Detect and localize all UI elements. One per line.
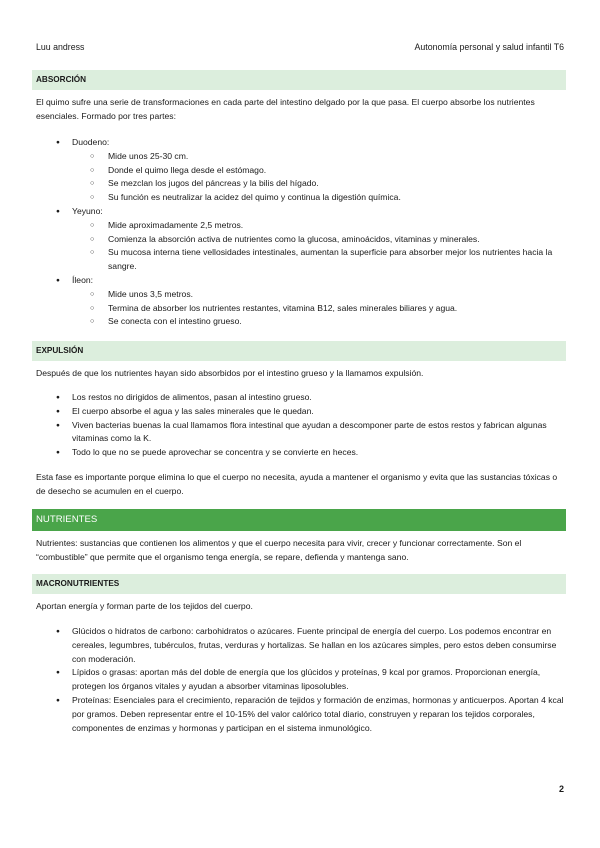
section-heading-nutrientes: NUTRIENTES [32, 509, 566, 531]
list-item: ○ Mide unos 3,5 metros. [36, 288, 564, 302]
list-item: ● Viven bacterias buenas la cual llamamos flora intestinal que ayudan a descomponer parte de estos restos y fabrican algunas vitaminas como la K. [36, 419, 564, 447]
list-item: ○ Su mucosa interna tiene vellosidades intestinales, aumentan la superficie para absorber mejor los nutrientes hacia la sangre. [36, 246, 564, 274]
list-item-proteinas: ● Proteínas: Esenciales para el crecimiento, reparación de tejidos y formación de enzimas, hormonas y anticuerpos. Aportan 4 kcal por gramos. Deben representar entre el 10-15% del valor calórico total diario, construyen y reparan los tejidos corporales, componentes de enzimas y hormonas y participan en el sistema inmunológico. [36, 694, 564, 735]
list-item: ○ Se mezclan los jugos del páncreas y la bilis del hígado. [36, 177, 564, 191]
page-number: 2 [558, 784, 564, 794]
list-item-ileon [36, 274, 564, 329]
section-heading-expulsion: EXPULSIÓN [32, 341, 566, 361]
list-item: ○ Mide unos 25-30 cm. [36, 150, 564, 164]
part-name: Yeyuno: [72, 205, 103, 216]
section-heading-absorcion: ABSORCIÓN [32, 70, 566, 90]
section-heading-macronutrientes: MACRONUTRIENTES [32, 574, 566, 594]
yeyuno-sublist [72, 219, 564, 274]
list-item-duodeno [36, 136, 564, 205]
expulsion-closing: Esta fase es importante porque elimina lo que el cuerpo no necesita, ayuda a mantener el organismo y evita que las sustancias tóxicas o de desecho se acumulen en el cuerpo. [36, 472, 558, 496]
macronutrientes-list [36, 625, 564, 735]
page-header [36, 42, 564, 54]
list-item-glucidos: ● Glúcidos o hidratos de carbono: carbohidratos o azúcares. Fuente principal de energía del cuerpo. Los podemos encontrar en cereales, legumbres, tubérculos, frutas, verduras y hortalizas. Se hallan en los azúcares simples, pero estos deben consumirse con moderación. [36, 625, 564, 666]
part-name: Duodeno: [72, 137, 110, 147]
expulsion-list [36, 391, 564, 460]
ileon-sublist [72, 288, 564, 329]
list-item: ○ Se conecta con el intestino grueso. [36, 315, 564, 329]
list-item: ○ Su función es neutralizar la acidez del quimo y continua la digestión química. [36, 191, 564, 205]
list-item-yeyuno [36, 205, 564, 274]
header-author: Luu andress [36, 42, 85, 52]
list-item: ● El cuerpo absorbe el agua y las sales minerales que le quedan. [36, 405, 564, 419]
list-item: ○ Comienza la absorción activa de nutrientes como la glucosa, aminoácidos, vitaminas y minerales. [36, 233, 564, 247]
macronutrientes-intro: Aportan energía y forman parte de los tejidos del cuerpo. [36, 601, 253, 611]
absorcion-intro: El quimo sufre una serie de transformaciones en cada parte del intestino delgado por la que pasa. El cuerpo absorbe los nutrientes esenciales. Formado por tres partes: [36, 97, 535, 121]
duodeno-sublist [72, 150, 564, 205]
list-item: ○ Donde el quimo llega desde el estómago. [36, 164, 564, 178]
part-name: Íleon: [72, 274, 94, 285]
list-item: ● Los restos no dirigidos de alimentos, pasan al intestino grueso. [36, 391, 564, 405]
expulsion-intro: Después de que los nutrientes hayan sido absorbidos por el intestino grueso y la llamamos expulsión. [36, 368, 424, 378]
header-course-title: Autonomía personal y salud infantil T6 [414, 42, 564, 52]
list-item: ○ Termina de absorber los nutrientes restantes, vitamina B12, sales minerales biliares y agua. [36, 302, 564, 316]
absorcion-parts-list [36, 136, 564, 329]
list-item: ○ Mide aproximadamente 2,5 metros. [36, 219, 564, 233]
nutrientes-definition: Nutrientes: sustancias que contienen los alimentos y que el cuerpo necesita para vivir, crecer y funcionar correctamente. Son el “combustible” que permite que el organismo tenga energía, se repare, defienda y mantenga sano. [36, 538, 522, 562]
list-item-lipidos: ● Lípidos o grasas: aportan más del doble de energía que los glúcidos y proteínas, 9 kcal por gramos. Proporcionan energía, protegen los órganos vitales y ayudan a absorber vitaminas liposolubles. [36, 666, 564, 694]
list-item: ● Todo lo que no se puede aprovechar se concentra y se convierte en heces. [36, 446, 564, 460]
